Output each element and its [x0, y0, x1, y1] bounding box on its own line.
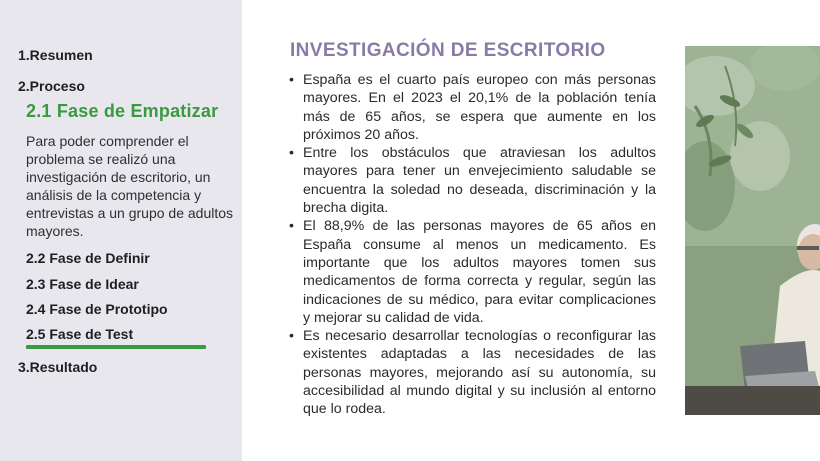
- progress-bar: [26, 345, 206, 349]
- nav-item-fase-idear[interactable]: 2.3 Fase de Idear: [26, 276, 139, 292]
- page-title: INVESTIGACIÓN DE ESCRITORIO: [290, 40, 606, 61]
- nav-item-proceso[interactable]: 2.Proceso: [18, 78, 85, 94]
- sidebar-nav: [0, 0, 242, 461]
- nav-item-fase-prototipo[interactable]: 2.4 Fase de Prototipo: [26, 301, 168, 317]
- nav-item-resultado[interactable]: 3.Resultado: [18, 359, 98, 375]
- bullet-item: • El 88,9% de las personas mayores de 65 años en España consume al menos un medicamento. Es importante que los adultos mayores tomen sus medicamentos de forma correcta y regular, según las indicaciones de su médico, para evitar complicaciones y mejorar su calidad de vida.: [289, 217, 656, 327]
- photo-illustration: [685, 46, 820, 415]
- bullet-item: • Entre los obstáculos que atraviesan los adultos mayores para tener un envejecimiento saludable se encuentra la soledad no deseada, discriminación y la brecha digita.: [289, 144, 656, 217]
- nav-item-resumen[interactable]: 1.Resumen: [18, 47, 93, 63]
- nav-item-fase-definir[interactable]: 2.2 Fase de Definir: [26, 250, 150, 266]
- bullet-item: • Es necesario desarrollar tecnologías o reconfigurar las existentes adaptadas a las necesidades de las personas mayores, mejorando así su autonomía, su accesibilidad al mundo digital y su inclusión al entorno que lo rodea.: [289, 327, 656, 418]
- elderly-man-laptop-photo: [685, 46, 820, 415]
- bullet-item: • España es el cuarto país europeo con más personas mayores. En el 2023 el 20,1% de la población tenía más de 65 años, se espera que aumente en los próximos 20 años.: [289, 71, 656, 144]
- phase-description: Para poder comprender el problema se realizó una investigación de escritorio, un análisis de la competencia y entrevistas a un grupo de adultos mayores.: [26, 133, 234, 239]
- nav-item-fase-test[interactable]: 2.5 Fase de Test: [26, 326, 134, 342]
- nav-item-fase-empatizar[interactable]: 2.1 Fase de Empatizar: [26, 101, 219, 121]
- research-bullet-list: [289, 71, 656, 419]
